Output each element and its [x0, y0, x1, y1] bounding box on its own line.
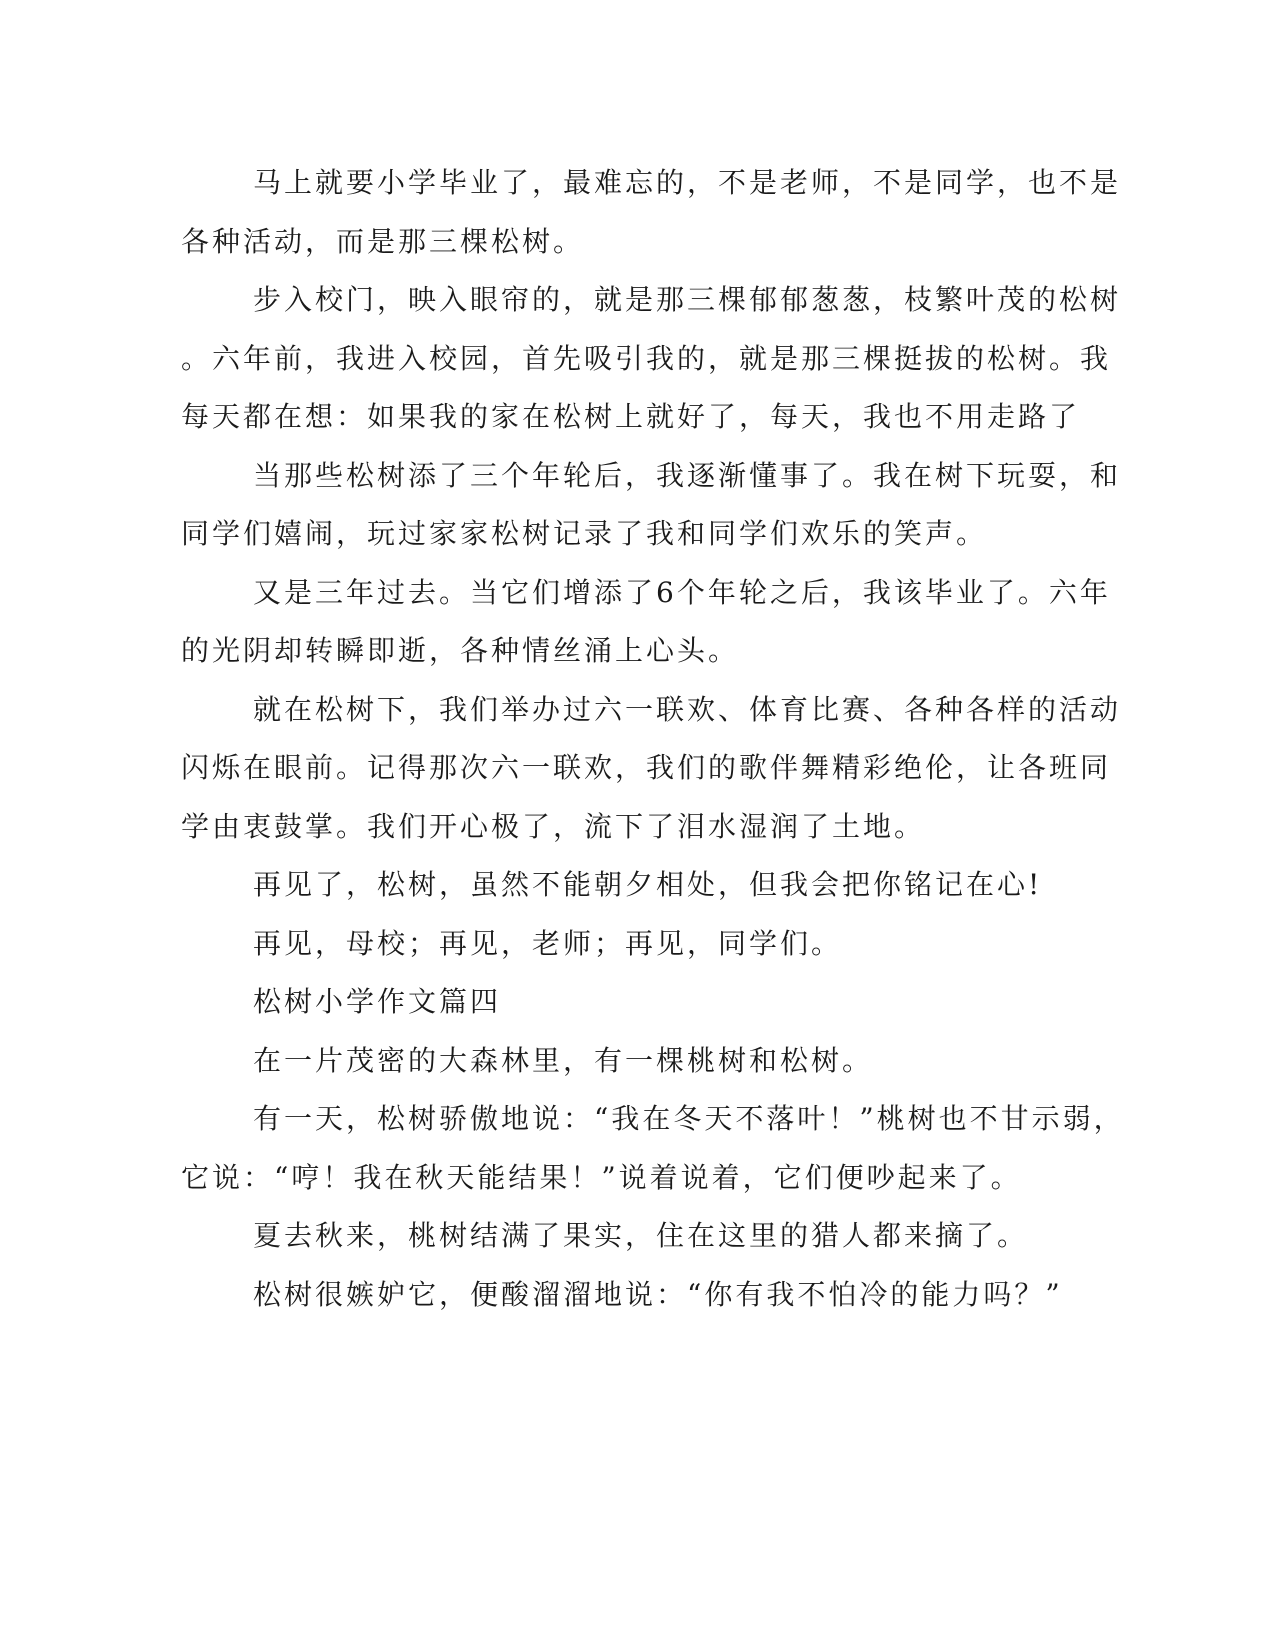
text-line: 松树很嫉妒它，便酸溜溜地说：“你有我不怕冷的能力吗？”: [253, 1277, 1063, 1311]
text-line: 的光阴却转瞬即逝，各种情丝涌上心头。: [181, 634, 740, 667]
text-line: 再见了，松树，虽然不能朝夕相处，但我会把你铭记在心!: [253, 868, 1043, 901]
text-line: 。六年前，我进入校园，首先吸引我的，就是那三棵挺拔的松树。我: [181, 341, 1112, 375]
text-line: 在一片茂密的大森林里，有一棵桃树和松树。: [253, 1043, 874, 1077]
text-line: 学由衷鼓掌。我们开心极了，流下了泪水湿润了土地。: [181, 809, 926, 843]
text-line: 再见，母校；再见，老师；再见，同学们。: [253, 926, 843, 960]
text-line: 又是三年过去。当它们增添了6个年轮之后，我该毕业了。六年: [253, 575, 1111, 609]
text-line: 有一天，松树骄傲地说：“我在冬天不落叶！”桃树也不甘示弱，: [253, 1102, 1125, 1135]
text-line: 每天都在想：如果我的家在松树上就好了，每天，我也不用走路了: [181, 400, 1081, 433]
text-line: 当那些松树添了三个年轮后，我逐渐懂事了。我在树下玩耍，和: [253, 458, 1122, 492]
text-line: 它说：“哼！我在秋天能结果！”说着说着，它们便吵起来了。: [181, 1160, 1022, 1194]
text-line: 夏去秋来，桃树结满了果实，住在这里的猎人都来摘了。: [253, 1219, 1029, 1252]
text-line: 步入校门，映入眼帘的，就是那三棵郁郁葱葱，枝繁叶茂的松树: [253, 283, 1122, 316]
text-line: 同学们嬉闹，玩过家家松树记录了我和同学们欢乐的笑声。: [181, 517, 988, 550]
text-line: 各种活动，而是那三棵松树。: [181, 224, 585, 258]
document-body: [181, 154, 1125, 1324]
text-line: 马上就要小学毕业了，最难忘的，不是老师，不是同学，也不是: [253, 166, 1122, 199]
section-heading: 松树小学作文篇四: [253, 985, 502, 1018]
text-line: 闪烁在眼前。记得那次六一联欢，我们的歌伴舞精彩绝伦，让各班同: [181, 751, 1112, 784]
text-line: 就在松树下，我们举办过六一联欢、体育比赛、各种各样的活动: [253, 692, 1122, 726]
